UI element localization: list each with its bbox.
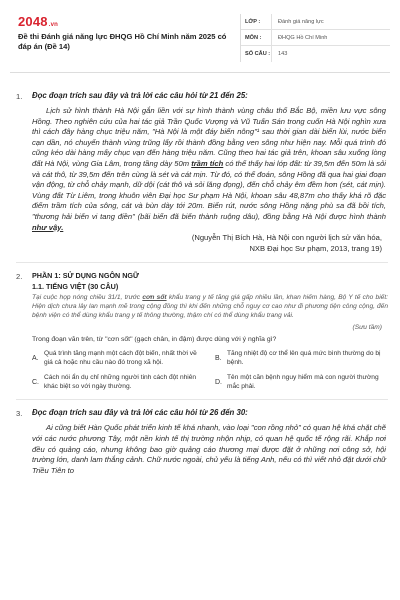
meta-label: SỐ CÂU : — [245, 51, 271, 57]
option-letter: C. — [32, 378, 39, 386]
exam-title: Đề thi Đánh giá năng lực ĐHQG Hồ Chí Minh năm 2025 có đáp án (Đề 14) — [18, 32, 227, 51]
header-left — [18, 14, 240, 62]
excerpt-source: (Sưu tầm) — [352, 324, 382, 332]
excerpt-text: Tại cuộc họp nóng chiều 31/1, trước — [32, 294, 143, 302]
option-letter: D. — [215, 378, 222, 386]
passage-citation: (Nguyễn Thị Bích Hà, Hà Nội con người lịch sử văn hóa, — [191, 233, 382, 243]
answer-option-a[interactable] — [32, 349, 205, 367]
option-text: Cách nói ẩn dụ chỉ những người tinh cách đột nhiên khác biệt so với ngày thường. — [44, 374, 197, 391]
question-1 — [0, 91, 400, 254]
reading-passage: Ai cũng biết Hàn Quốc phát triển kinh tế khá nhanh, vào loại "con rồng nhỏ" có quan hệ khá chặt chẽ với các nước phương Tây, một nền kinh tế thị trường nhộn nhịp, có quan hệ quốc tế rộng rãi. Khắp nơi đều có quảng cáo, nhưng không bao giờ quảng cáo thương mại được đặt ở những nơi công sở, hội trường lớn, danh lam thắng cảnh. Chữ nước ngoài, chủ yếu là tiếng Anh, nếu có thì viết nhỏ đặt dưới chữ Triều Tiên to — [32, 423, 386, 475]
reading-passage — [32, 106, 388, 233]
question-divider — [16, 399, 388, 400]
logo-suffix: .vn — [48, 22, 59, 28]
header-divider — [10, 72, 390, 73]
question-body — [32, 271, 388, 391]
part-heading: PHẦN 1: SỬ DỤNG NGÔN NGỮ — [32, 271, 139, 281]
answer-option-d[interactable] — [215, 373, 388, 391]
option-text: Tên một căn bệnh nguy hiểm mà con người thường mắc phải. — [227, 374, 379, 391]
question-instruction: Đọc đoạn trích sau đây và trả lời các câu hỏi từ 26 đến 30: — [32, 408, 248, 418]
meta-row-class — [241, 14, 390, 30]
passage-text: có thể thấy hai lớp đất: từ 39,5m đến 50m là sỏi và cát thô, từ 39,5m đến trên cùng là sét và cát mịn. Từ đó, có thể đoán, sông Hồng đã qua hai giai đoạn vận động, từ chỗ chảy mạnh, dữ dội (cát thô và sỏi lăng đọng), đến chỗ chảy êm đềm hơn (sét, cát mịn). Vùng đất Từ Liêm, trong khuôn viên Đại học Sư phạm Hà Nội, khoan sâu 48,87m cho thấy khá rõ đặc điểm trầm tích của sông, cát và bùn dày tới 20m. Biển rút, nước sông Hồng nặng phù sa đã bồi tích, "thương hải biến vi tang điền" (bãi biển đã biến thành ruộng dâu), đồng bằng Hà Nội được hình thành — [32, 158, 386, 221]
question-body — [32, 408, 388, 476]
question-divider — [16, 262, 388, 263]
highlighted-term: trầm tích — [191, 158, 224, 168]
site-logo[interactable] — [18, 14, 232, 29]
highlighted-term: như vậy. — [32, 222, 64, 232]
question-number: 1. — [16, 92, 23, 101]
meta-label: LỚP : — [245, 18, 261, 25]
question-2 — [0, 271, 400, 391]
option-text: Quá trình tăng mạnh một cách đột biến, nhất thời về giá cả hoặc nhu cầu nào đó trong xã hội. — [44, 350, 197, 367]
page-header — [0, 0, 400, 62]
question-instruction: Đọc đoạn trích sau đây và trả lời các câu hỏi từ 21 đến 25: — [32, 91, 248, 100]
question-body — [32, 91, 388, 254]
question-number: 3. — [16, 409, 23, 419]
question-3 — [0, 408, 400, 476]
option-text: Tăng nhiệt độ cơ thể lên quá mức bình thường do bị bệnh. — [227, 350, 381, 367]
option-letter: B. — [215, 354, 222, 362]
meta-value: Đánh giá năng lực — [271, 14, 390, 29]
exam-meta-table — [240, 14, 390, 62]
meta-label: MÔN : — [245, 34, 262, 41]
passage-citation: NXB Đại học Sư phạm, 2013, trang 19) — [249, 243, 382, 253]
question-prompt: Trong đoạn văn trên, từ "cơn sốt" (gạch chân, in đậm) được dùng với ý nghĩa gì? — [32, 336, 277, 344]
answer-option-c[interactable] — [32, 373, 205, 391]
answer-option-b[interactable] — [215, 349, 388, 367]
meta-value: ĐHQG Hồ Chí Minh — [271, 30, 390, 45]
question-excerpt — [32, 293, 388, 320]
meta-row-subject — [241, 30, 390, 46]
subpart-heading: 1.1. TIẾNG VIỆT (30 CÂU) — [32, 282, 119, 292]
logo-text: 2048 — [18, 14, 48, 29]
option-letter: A. — [32, 354, 39, 362]
highlighted-term: cơn sốt — [142, 294, 167, 302]
meta-row-count — [241, 46, 390, 62]
passage-text: Lịch sử hình thành Hà Nội gắn liền với sự hình thành vùng châu thổ Bắc Bộ, miền lưu vực sông Hồng. Theo nghiên cứu của hai tác giả Trần Quốc Vượng và Vũ Tuấn Sán trong cuốn Hà Nội nghìn xưa thì cách đây hàng chục triệu năm, "Hà Nội là một đáy biển nông"¹ sau thời gian dài biển lùi, nước biển cạn dần, nó chuyển thành vùng trũng lấy rồi thành đồng bằng ven sông như hiện nay. Mỗi quá trình đó cũng kéo dài hàng mấy chục vạn đến hàng triệu năm. Cũng theo hai tác giả trên, khoan sâu xuống lòng đất Hà Nội, vùng Gia Lâm, trong tầng dày 50m — [32, 106, 386, 168]
answer-options — [32, 349, 388, 391]
excerpt-text: khẩu trang y tế tăng giá gấp nhiều lần, khan hiếm hàng, Bộ Y tế cho biết: Hiện dịch chưa lây lan mạnh mẽ trong cộng đồng thì khi đến những chỗ nguy cơ cao như đi phương tiện công cộng, đến bệnh viện có thể dùng khẩu trang y tế thông thường, thậm chí có thể dùng khẩu trang vải. — [32, 294, 388, 320]
meta-value: 143 — [271, 46, 390, 62]
question-number: 2. — [16, 272, 23, 282]
